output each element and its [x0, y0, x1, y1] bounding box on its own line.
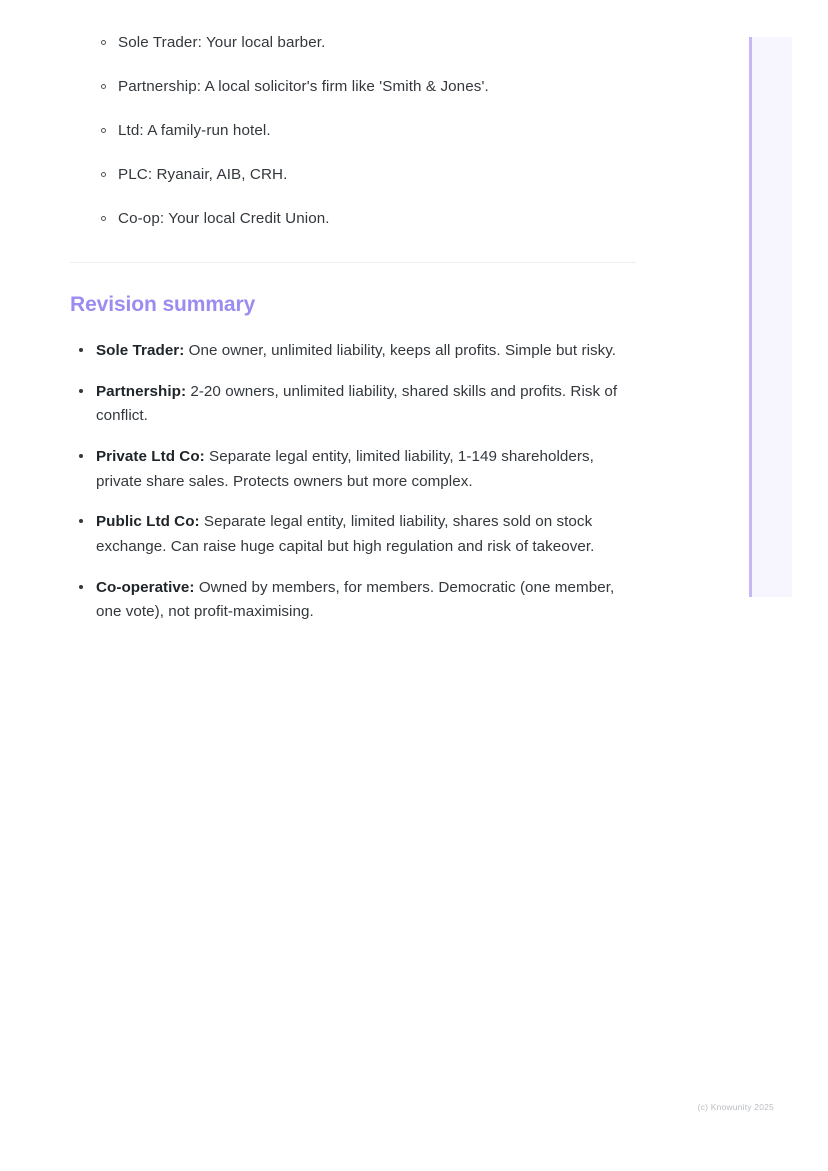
- examples-list: [70, 32, 636, 230]
- right-accent-panel: [749, 37, 792, 597]
- revision-summary-list: [70, 339, 636, 625]
- list-item: [70, 380, 636, 429]
- summary-term: Private Ltd Co:: [96, 448, 205, 466]
- summary-term: Co-operative:: [96, 578, 195, 596]
- page-title: Revision summary: [70, 293, 256, 317]
- section-divider: [70, 262, 636, 263]
- circle-bullet-icon: [101, 216, 106, 221]
- disc-bullet-icon: [79, 454, 83, 458]
- list-item: [70, 339, 636, 364]
- list-item: [70, 120, 636, 142]
- disc-bullet-icon: [79, 585, 83, 589]
- list-item: [70, 76, 636, 98]
- circle-bullet-icon: [101, 172, 106, 177]
- summary-detail: Separate legal entity, limited liability, 1-149 shareholders, private share sales. Protects owners but more complex.: [96, 448, 594, 490]
- summary-detail: Owned by members, for members. Democratic (one member, one vote), not profit-maximising.: [96, 578, 615, 621]
- summary-term: Public Ltd Co:: [96, 513, 200, 531]
- summary-detail: Separate legal entity, limited liability, shares sold on stock exchange. Can raise huge capital but high regulation and risk of takeover.: [96, 513, 595, 555]
- disc-bullet-icon: [79, 389, 83, 393]
- disc-bullet-icon: [79, 348, 83, 352]
- list-item: [70, 208, 636, 230]
- list-item: [70, 576, 636, 625]
- footer-copyright: (c) Knowunity 2025: [697, 1102, 774, 1112]
- circle-bullet-icon: [101, 40, 106, 45]
- list-item-text: Ltd: A family-run hotel.: [118, 122, 271, 140]
- summary-detail: 2-20 owners, unlimited liability, shared skills and profits. Risk of conflict.: [96, 382, 618, 425]
- summary-term: Partnership:: [96, 382, 187, 400]
- list-item-text: PLC: Ryanair, AIB, CRH.: [118, 166, 288, 184]
- list-item-text: Sole Trader: Your local barber.: [118, 34, 326, 51]
- summary-detail: One owner, unlimited liability, keeps all profits. Simple but risky.: [184, 342, 617, 360]
- circle-bullet-icon: [101, 84, 106, 89]
- list-item-text: Partnership: A local solicitor's firm like 'Smith & Jones'.: [118, 78, 489, 96]
- list-item-text: Co-op: Your local Credit Union.: [118, 210, 330, 228]
- list-item: [70, 445, 636, 494]
- list-item: [70, 164, 636, 186]
- document-content: [70, 32, 636, 625]
- summary-term: Sole Trader:: [96, 342, 185, 360]
- list-item: [70, 510, 636, 559]
- list-item: [70, 32, 636, 54]
- disc-bullet-icon: [79, 519, 83, 523]
- circle-bullet-icon: [101, 128, 106, 133]
